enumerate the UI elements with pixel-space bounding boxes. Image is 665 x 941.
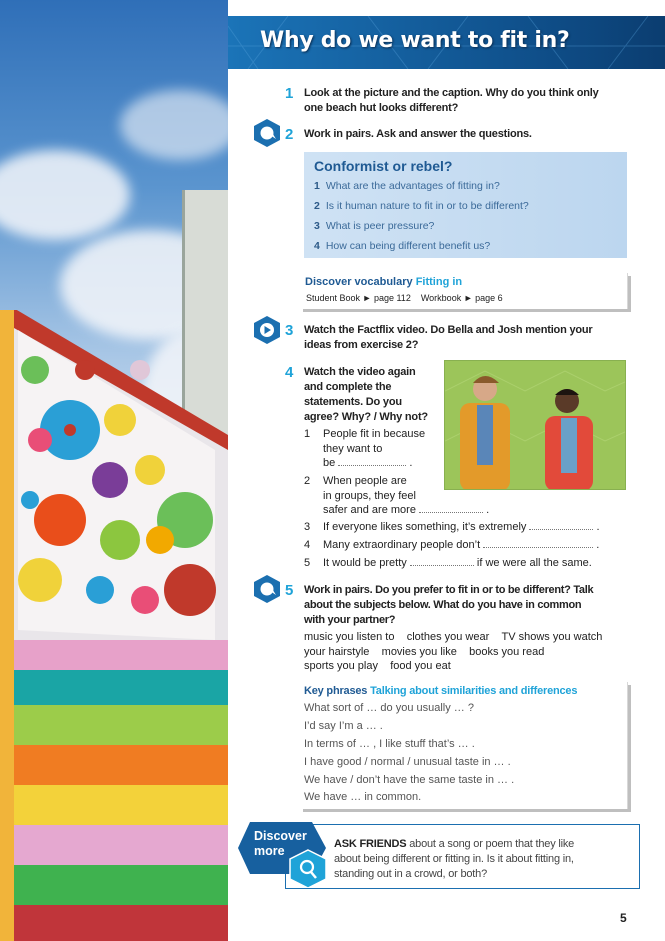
key-phrases-label: Key phrases xyxy=(304,685,368,697)
line: Work in pairs. Do you prefer to fit in or to be different? Talk xyxy=(304,584,594,596)
video-still-photo xyxy=(444,360,626,490)
exercise-number: 4 xyxy=(285,364,294,381)
exercise-number: 3 xyxy=(285,322,294,339)
student-book-ref[interactable]: Student Book ► page 112 xyxy=(306,293,411,303)
exercise-number: 2 xyxy=(285,126,294,143)
key-phrases-box xyxy=(300,682,628,809)
line: more xyxy=(254,844,285,858)
ask-friends-label: ASK FRIENDS xyxy=(334,838,407,850)
subject: food you eat xyxy=(390,660,451,672)
subject: your hairstyle xyxy=(304,645,370,658)
phrase: We have / don’t have the same taste in … . xyxy=(304,774,515,786)
subject: clothes you wear xyxy=(406,631,490,643)
conformist-box xyxy=(304,152,627,258)
exercise-number: 5 xyxy=(285,582,294,599)
phrase: I have good / normal / unusual taste in … . xyxy=(304,756,511,768)
answer-blank[interactable] xyxy=(410,556,474,566)
phrase: I’d say I’m a … . xyxy=(304,720,383,732)
line: and complete the xyxy=(304,381,392,393)
question-item: 4 How can being different benefit us? xyxy=(314,240,491,252)
phrase: We have … in common. xyxy=(304,791,422,803)
line: statements. Do you xyxy=(304,396,402,408)
line: one beach hut looks different? xyxy=(304,102,459,114)
discover-more-box xyxy=(285,824,640,889)
subjects-list xyxy=(304,630,602,674)
answer-blank[interactable] xyxy=(483,538,593,548)
title-banner xyxy=(228,16,665,69)
exercise-4-instructions xyxy=(304,365,428,425)
workbook-ref[interactable]: Workbook ► page 6 xyxy=(420,293,503,303)
exercise-2-instructions: Work in pairs. Ask and answer the questions. xyxy=(304,128,532,140)
page-number: 5 xyxy=(620,911,627,925)
discover-vocabulary-box xyxy=(300,273,628,309)
beach-hut-photo xyxy=(0,0,228,941)
exercise-3-instructions xyxy=(304,323,593,353)
statement-2: 2 When people are in groups, they feel safer and are more . xyxy=(304,475,490,516)
box-title: Conformist or rebel? xyxy=(314,158,453,174)
line: Discover xyxy=(254,829,307,843)
exercise-number: 1 xyxy=(285,85,294,102)
line: about the subjects below. What do you have in common xyxy=(304,599,582,611)
page-title: Why do we want to fit in? xyxy=(260,28,570,53)
vocab-topic: Fitting in xyxy=(415,276,463,288)
discover-more-label xyxy=(254,829,307,859)
painted-hut xyxy=(0,310,228,941)
subject: music you listen to xyxy=(304,631,395,643)
speech-bubble-hex-icon xyxy=(254,119,280,147)
subject: movies you like xyxy=(381,645,457,658)
line: Watch the video again xyxy=(304,366,416,378)
subject: sports you play xyxy=(304,660,378,672)
line: about a song or poem that they like xyxy=(409,838,575,850)
line: ideas from exercise 2? xyxy=(304,339,419,351)
vocab-label: Discover vocabulary xyxy=(305,276,413,288)
line: Watch the Factflix video. Do Bella and Josh mention your xyxy=(304,324,593,336)
speech-bubble-hex-icon xyxy=(254,575,280,603)
key-phrases-topic: Talking about similarities and differences xyxy=(370,685,578,697)
subject: TV shows you watch xyxy=(501,631,603,643)
statement-4: 4 Many extraordinary people don’t . xyxy=(304,539,600,551)
exercise-1-instructions xyxy=(304,86,599,116)
statement-1: 1 People fit in because they want to be . xyxy=(304,428,426,469)
answer-blank[interactable] xyxy=(419,503,483,513)
question-item: 3 What is peer pressure? xyxy=(314,220,435,232)
line: about being different or fitting in. Is it about fitting in, xyxy=(334,853,574,865)
line: standing out in a crowd, or both? xyxy=(334,868,488,880)
statement-3: 3 If everyone likes something, it’s extremely . xyxy=(304,521,600,533)
statement-5: 5 It would be pretty if we were all the same. xyxy=(304,557,592,569)
phrase: What sort of … do you usually … ? xyxy=(304,702,474,714)
answer-blank[interactable] xyxy=(529,520,593,530)
answer-blank[interactable] xyxy=(338,456,406,466)
question-item: 1 What are the advantages of fitting in? xyxy=(314,180,500,192)
subject: books you read xyxy=(469,645,545,658)
question-item: 2 Is it human nature to fit in or to be different? xyxy=(314,200,529,212)
phrase: In terms of … , I like stuff that’s … . xyxy=(304,738,475,750)
line: agree? Why? / Why not? xyxy=(304,411,428,423)
line: with your partner? xyxy=(304,614,396,626)
exercise-5-instructions xyxy=(304,583,593,628)
line: Look at the picture and the caption. Why do you think only xyxy=(304,87,599,99)
play-video-hex-icon[interactable] xyxy=(254,316,280,344)
